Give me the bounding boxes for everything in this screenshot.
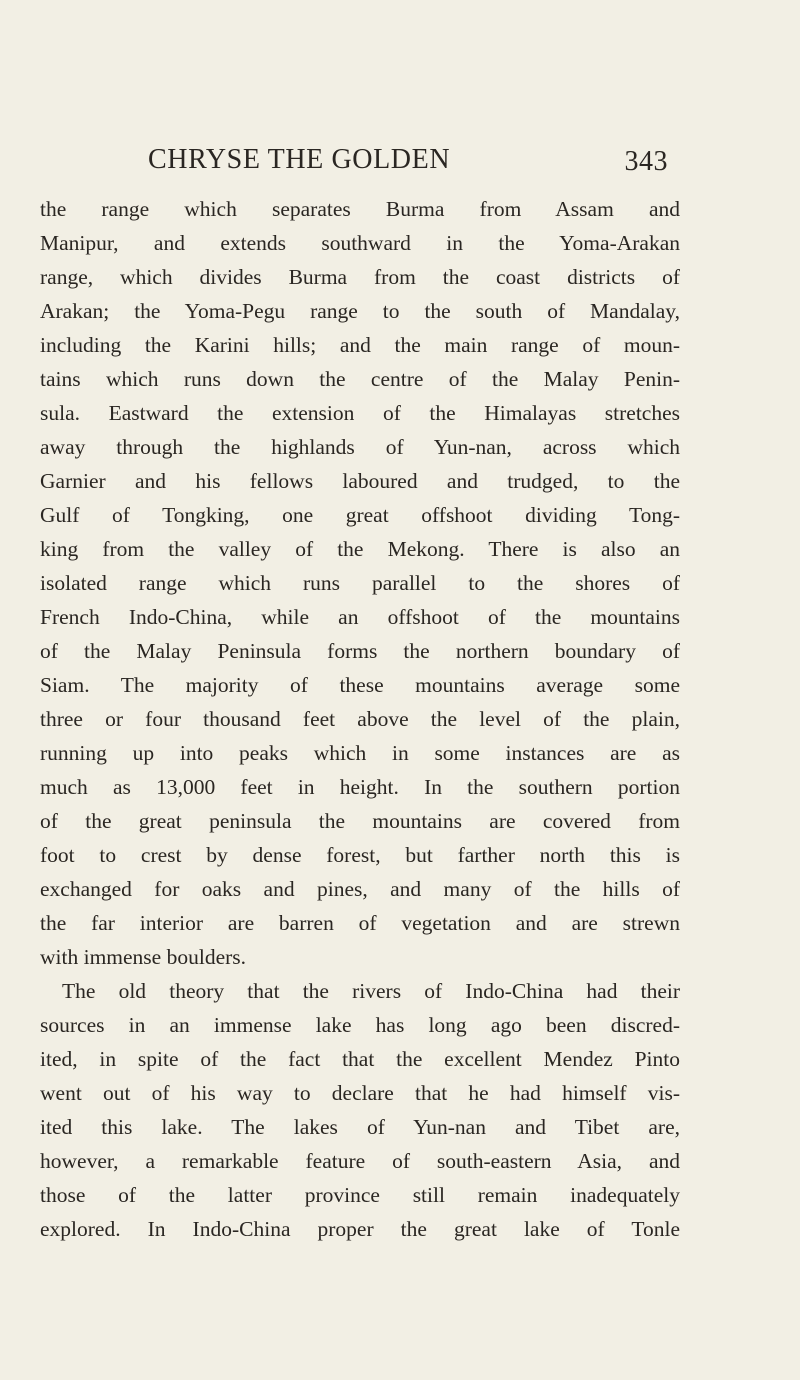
page-number: 343 <box>624 146 668 177</box>
text-line: tains which runs down the centre of the Malay Penin- <box>40 367 680 391</box>
text-line: Arakan; the Yoma-Pegu range to the south of Mandalay, <box>40 299 680 323</box>
text-line: range, which divides Burma from the coast districts of <box>40 265 680 289</box>
text-line: foot to crest by dense forest, but farther north this is <box>40 843 680 867</box>
text-line: away through the highlands of Yun-nan, across which <box>40 435 680 459</box>
text-line: sources in an immense lake has long ago been discred- <box>40 1013 680 1037</box>
text-line: king from the valley of the Mekong. There is also an <box>40 537 680 561</box>
text-line: much as 13,000 feet in height. In the southern portion <box>40 775 680 799</box>
text-line: Siam. The majority of these mountains average some <box>40 673 680 697</box>
text-line: French Indo-China, while an offshoot of the mountains <box>40 605 680 629</box>
text-line: explored. In Indo-China proper the great lake of Tonle <box>40 1217 680 1241</box>
text-line: including the Karini hills; and the main range of moun- <box>40 333 680 357</box>
chapter-title: CHRYSE THE GOLDEN <box>148 144 451 175</box>
running-head <box>148 143 668 177</box>
text-line: sula. Eastward the extension of the Himalayas stretches <box>40 401 680 425</box>
text-line: Manipur, and extends southward in the Yoma-Arakan <box>40 231 680 255</box>
text-line: of the Malay Peninsula forms the northern boundary of <box>40 639 680 663</box>
text-line: three or four thousand feet above the level of the plain, <box>40 707 680 731</box>
text-line: the far interior are barren of vegetation and are strewn <box>40 911 680 935</box>
text-line: Garnier and his fellows laboured and trudged, to the <box>40 469 680 493</box>
paragraph-start-line: The old theory that the rivers of Indo-China had their <box>62 979 680 1003</box>
paragraph-end-line: with immense boulders. <box>40 945 247 969</box>
text-line: ited, in spite of the fact that the excellent Mendez Pinto <box>40 1047 680 1071</box>
text-line: the range which separates Burma from Assam and <box>40 197 680 221</box>
body-text <box>40 192 680 1246</box>
text-line: however, a remarkable feature of south-eastern Asia, and <box>40 1149 680 1173</box>
text-line: exchanged for oaks and pines, and many of the hills of <box>40 877 680 901</box>
text-line: isolated range which runs parallel to the shores of <box>40 571 680 595</box>
text-line: Gulf of Tongking, one great offshoot dividing Tong- <box>40 503 680 527</box>
text-line: those of the latter province still remain inadequately <box>40 1183 680 1207</box>
text-line: went out of his way to declare that he had himself vis- <box>40 1081 680 1105</box>
text-line: of the great peninsula the mountains are covered from <box>40 809 680 833</box>
text-line: ited this lake. The lakes of Yun-nan and Tibet are, <box>40 1115 680 1139</box>
text-line: running up into peaks which in some instances are as <box>40 741 680 765</box>
